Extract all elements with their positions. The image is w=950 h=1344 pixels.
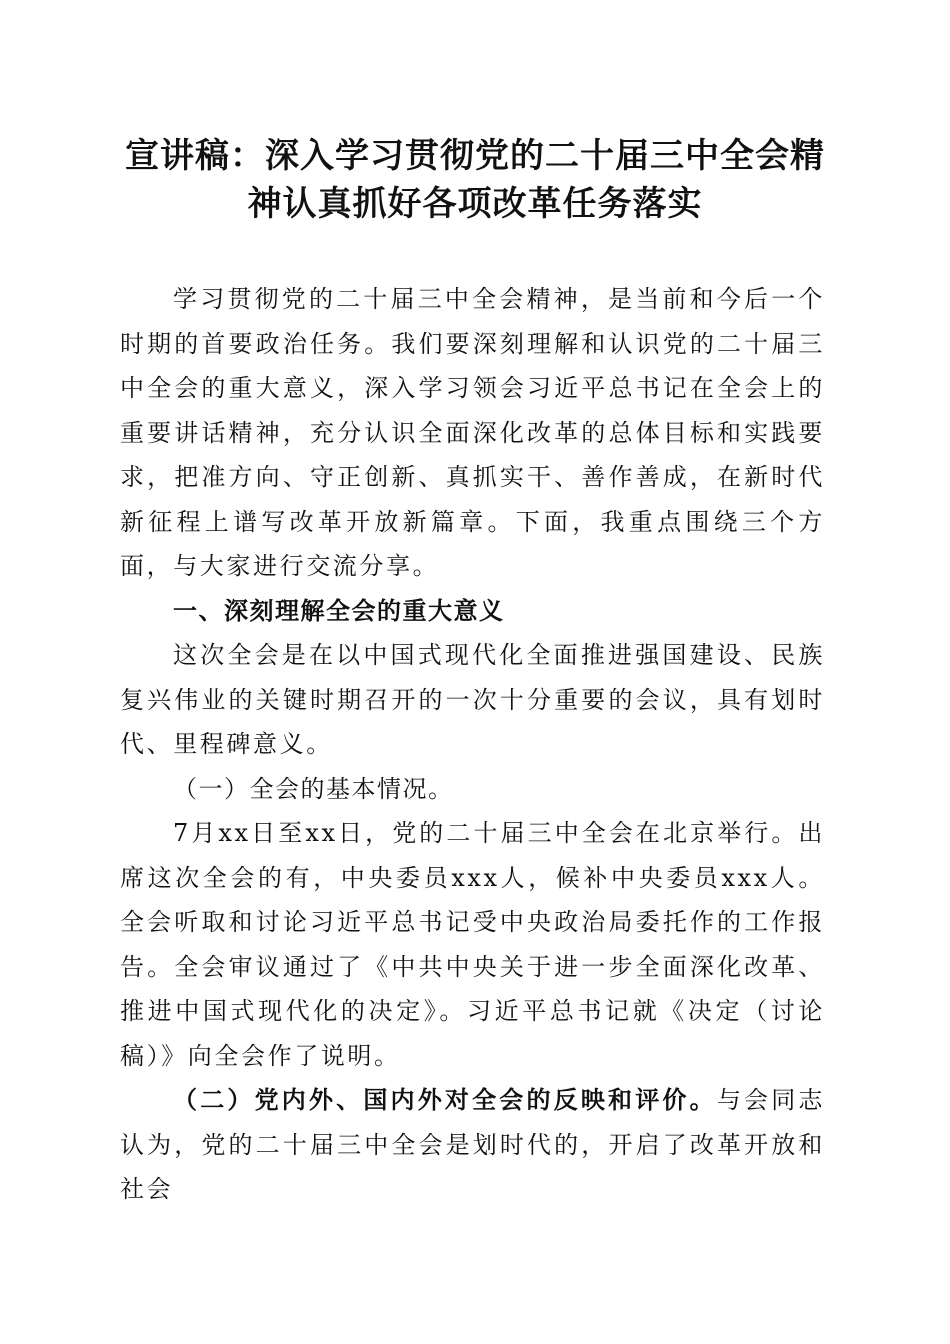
- title-line-2: 神认真抓好各项改革任务落实: [247, 184, 703, 224]
- section-1-heading: 一、深刻理解全会的重大意义: [173, 596, 505, 625]
- title-line-1: 宣讲稿：深入学习贯彻党的二十届三中全会精: [125, 136, 825, 176]
- subsection-1-heading: （一）全会的基本情况。: [173, 774, 454, 803]
- subsection-1-paragraph: 7月xx日至xx日，党的二十届三中全会在北京举行。出席这次全会的有，中央委员xxx人，候补中央委员xxx人。全会听取和讨论习近平总书记受中央政治局委托作的工作报告。全会审议通过了《中共中央关于进一步全面深化改革、推进中国式现代化的决定》。习近平总书记就《决定（讨论稿）》向全会作了说明。: [120, 819, 825, 1070]
- subsection-2-text: 与会同志认为，党的二十届三中全会是划时代的，开启了改革开放和社会: [120, 1086, 826, 1203]
- section-1-paragraph: 这次全会是在以中国式现代化全面推进强国建设、民族复兴伟业的关键时期召开的一次十分重要的会议，具有划时代、里程碑意义。: [120, 641, 825, 758]
- subsection-2-paragraph: [120, 1078, 825, 1212]
- document-body: [120, 277, 825, 1212]
- subsection-2-heading: （二）党内外、国内外对全会的反映和评价。: [173, 1085, 717, 1114]
- document-title: [110, 132, 840, 228]
- intro-paragraph: 学习贯彻党的二十届三中全会精神，是当前和今后一个时期的首要政治任务。我们要深刻理解和认识党的二十届三中全会的重大意义，深入学习领会习近平总书记在全会上的重要讲话精神，充分认识全面深化改革的总体目标和实践要求，把准方向、守正创新、真抓实干、善作善成，在新时代新征程上谱写改革开放新篇章。下面，我重点围绕三个方面，与大家进行交流分享。: [120, 285, 825, 580]
